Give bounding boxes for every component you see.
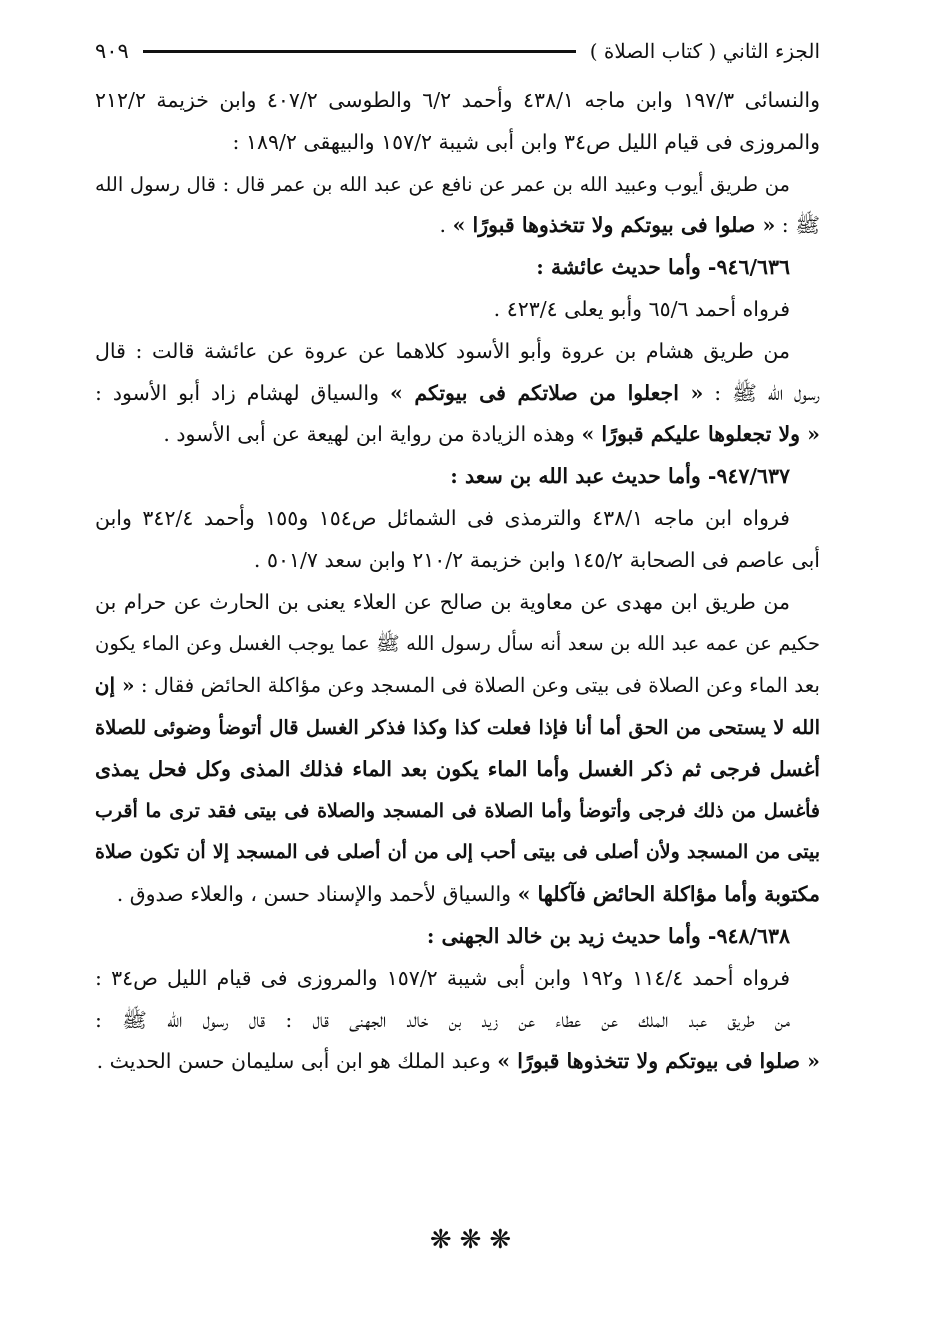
text-fragment: وعبد الملك هو ابن أبى سليمان حسن الحديث . bbox=[96, 1049, 498, 1074]
header-rule bbox=[143, 50, 576, 53]
text-line: من طريق عبد الملك عن عطاء عن زيد بن خالد الجهنى قال : قال رسول الله ﷺ : bbox=[95, 1007, 790, 1032]
text-line bbox=[95, 665, 820, 707]
text-line: أبى عاصم فى الصحابة ١٤٥/٢ وابن خزيمة ٢١٠/٢ وابن سعد ٥٠١/٧ . bbox=[253, 547, 820, 572]
text-fragment: والسياق لأحمد والإسناد حسن ، والعلاء صدوق . bbox=[116, 882, 518, 907]
text-line bbox=[95, 205, 820, 247]
running-title: الجزء الثاني ( كتاب الصلاة ) bbox=[589, 39, 820, 63]
text-line bbox=[95, 373, 820, 415]
text-line: فرواه أحمد ١١٤/٤ و١٩٢ وابن أبى شيبة ١٥٧/٢ والمروزى فى قيام الليل ص٣٤ : bbox=[95, 965, 791, 990]
text-fragment: رسول الله ﷺ : bbox=[703, 380, 820, 405]
text-line: فرواه أحمد ٦٥/٦ وأبو يعلى ٤٢٣/٤ . bbox=[493, 296, 790, 321]
text-fragment: . bbox=[439, 213, 453, 238]
text-line bbox=[95, 874, 820, 916]
main-text bbox=[95, 80, 820, 1083]
text-fragment: بعد الماء وعن الصلاة فى بيتى وعن الصلاة فى المسجد وعن مؤاكلة الحائض فقال : bbox=[134, 673, 820, 698]
hadith-quote-line: أغسل فرجى ثم ذكر الغسل وأما الماء يكون بعد الماء فذلك المذى وكل فحل يمذى bbox=[95, 756, 820, 781]
hadith-quote: « إن bbox=[94, 673, 135, 698]
hadith-quote: مكتوبة وأما مؤاكلة الحائض فآكلها » bbox=[517, 882, 820, 907]
text-line bbox=[95, 1041, 820, 1083]
section-heading: ٩٤٧/٦٣٧- وأما حديث عبد الله بن سعد : bbox=[450, 464, 790, 489]
page-number: ٩٠٩ bbox=[95, 39, 129, 63]
text-line: من طريق هشام بن عروة وأبو الأسود كلاهما عن عروة عن عائشة قالت : قال bbox=[95, 338, 790, 363]
hadith-quote-line: الله لا يستحى من الحق أما أنا فإذا فعلت كذا وكذا فذكر الغسل قال أتوضأ وضوئى للصلاة bbox=[95, 715, 820, 739]
hadith-quote: « ولا تجعلوها عليكم قبورًا » bbox=[581, 422, 820, 447]
text-line: والمروزى فى قيام الليل ص٣٤ وابن أبى شيبة ١٥٧/٢ والبيهقى ١٨٩/٢ : bbox=[232, 129, 820, 154]
section-heading: ٩٤٦/٦٣٦- وأما حديث عائشة : bbox=[536, 255, 790, 280]
text-line: من طريق ابن مهدى عن معاوية بن صالح عن العلاء يعنى بن الحارث عن حرام بن bbox=[95, 589, 790, 614]
text-line: فرواه ابن ماجه ٤٣٨/١ والترمذى فى الشمائل ص١٥٤ و١٥٥ وأحمد ٣٤٢/٤ وابن bbox=[95, 505, 790, 530]
hadith-quote: « اجعلوا من صلاتكم فى بيوتكم » bbox=[389, 380, 704, 405]
page-header bbox=[95, 34, 820, 68]
end-ornament: ❋❋❋ bbox=[429, 1225, 520, 1255]
text-fragment: ﷺ : bbox=[775, 213, 820, 238]
text-fragment: والسياق لهشام زاد أبو الأسود : bbox=[95, 380, 390, 405]
section-heading: ٩٤٨/٦٣٨- وأما حديث زيد بن خالد الجهنى : bbox=[426, 923, 790, 948]
text-fragment: وهذه الزيادة من رواية ابن لهيعة عن أبى الأسود . bbox=[163, 422, 582, 447]
hadith-quote-line: بيتى من المسجد ولأن أصلى فى بيتى أحب إلى من أن أصلى فى المسجد إلا أن تكون صلاة bbox=[95, 841, 820, 864]
text-line: والنسائى ١٩٧/٣ وابن ماجه ٤٣٨/١ وأحمد ٦/٢ والطوسى ٤٠٧/٢ وابن خزيمة ٢١٢/٢ bbox=[95, 88, 821, 112]
hadith-quote: « صلوا فى بيوتكم ولا تتخذوها قبورًا » bbox=[497, 1049, 820, 1074]
text-line bbox=[95, 414, 820, 456]
hadith-quote: « صلوا فى بيوتكم ولا تتخذوها قبورًا » bbox=[452, 213, 776, 238]
hadith-quote-line: فأغسل من ذلك فرجى وأتوضأ وأما الصلاة فى المسجد والصلاة فى بيتى فقد ترى ما أقرب bbox=[95, 799, 820, 822]
text-line: من طريق أيوب وعبيد الله بن عمر عن نافع عن عبد الله بن عمر قال : قال رسول الله bbox=[95, 172, 790, 196]
text-line: حكيم عن عمه عبد الله بن سعد أنه سأل رسول الله ﷺ عما يوجب الغسل وعن الماء يكون bbox=[95, 632, 820, 656]
